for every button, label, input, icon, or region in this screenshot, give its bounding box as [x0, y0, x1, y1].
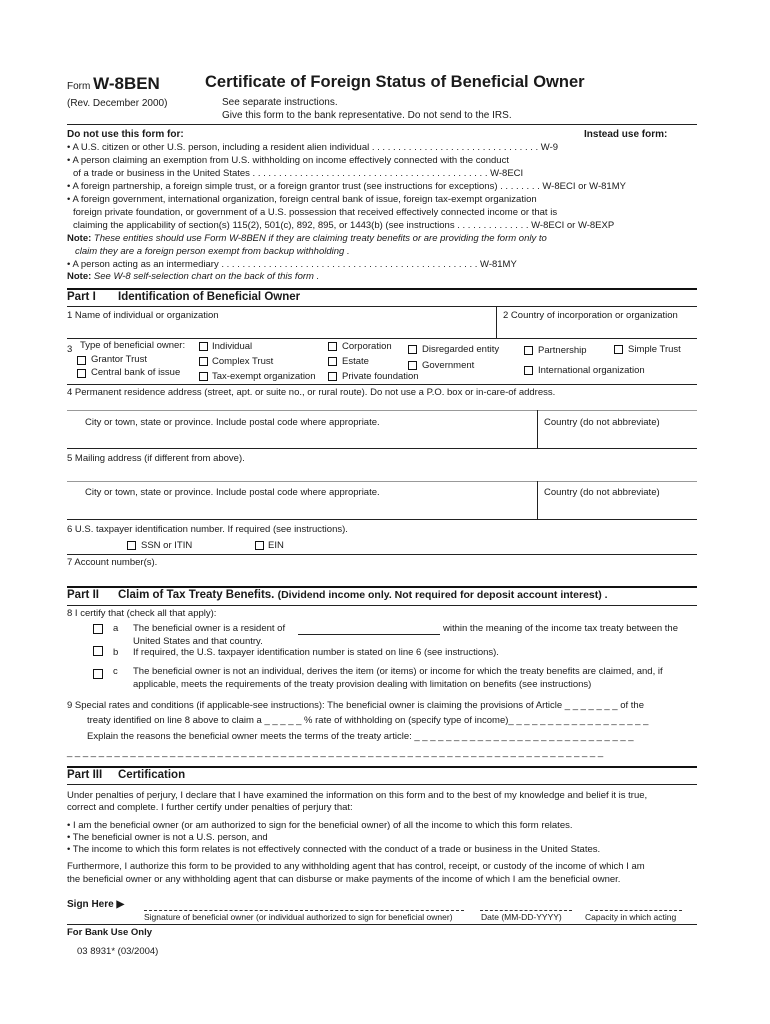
item-8c-letter: c — [113, 666, 118, 677]
exclusion-line-3: of a trade or business in the United States . . . . . . . . . . . . . . . . . . . . . . . . . . . . . . . . . . . . . . . . . . . . . W-8ECI — [73, 168, 524, 179]
part3-title-rule — [67, 784, 697, 785]
do-not-use-heading: Do not use this form for: — [67, 129, 184, 140]
country-of-residence-input[interactable] — [298, 634, 440, 635]
field-4-label: 4 Permanent residence address (street, apt. or suite no., or rural route). Do not use a P.O. box or in-care-of address. — [67, 387, 556, 398]
instructions-line-2: Give this form to the bank representative. Do not send to the IRS. — [222, 110, 512, 121]
checkbox-complex-trust[interactable] — [199, 357, 208, 366]
certification-para-2b: the beneficial owner or any withholding agent that can disburse or make payments of the income of which I am the beneficial owner. — [67, 874, 621, 885]
note-1-continued: claim they are a foreign person exempt from backup withholding . — [75, 246, 350, 257]
sign-here-arrow-icon: ▶ — [116, 899, 125, 910]
header-rule — [67, 124, 697, 125]
checkbox-estate[interactable] — [328, 357, 337, 366]
field-6-label: 6 U.S. taxpayer identification number. If required (see instructions). — [67, 524, 348, 535]
part2-label: Part II — [67, 589, 99, 601]
checkbox-8c[interactable] — [93, 669, 103, 679]
sign-here-label — [67, 899, 124, 910]
checkbox-8a[interactable] — [93, 624, 103, 634]
part2-title: Claim of Tax Treaty Benefits. — [118, 589, 275, 601]
label-tax-exempt: Tax-exempt organization — [212, 371, 316, 382]
label-private-foundation: Private foundation — [342, 371, 419, 382]
exclusion-line-2: • A person claiming an exemption from U.S. withholding on income effectively connected with the conduct — [67, 155, 509, 166]
part2-heading — [118, 589, 608, 601]
field-7-label: 7 Account number(s). — [67, 557, 158, 568]
note-2-text: See W-8 self-selection chart on the back of this form . — [93, 271, 320, 282]
field-3-label: Type of beneficial owner: — [80, 340, 186, 351]
label-partnership: Partnership — [538, 345, 587, 356]
part1-title-rule — [67, 306, 697, 307]
part1-top-rule — [67, 288, 697, 290]
item-8c-text: The beneficial owner is not an individual, derives the item (or items) or income for which the treaty benefits are claimed, and, if — [133, 666, 663, 677]
label-international-organization: International organization — [538, 365, 645, 376]
field-5-label: 5 Mailing address (if different from above). — [67, 453, 245, 464]
note-2 — [67, 271, 319, 282]
label-disregarded-entity: Disregarded entity — [422, 344, 500, 355]
checkbox-central-bank[interactable] — [77, 369, 86, 378]
checkbox-ssn-itin[interactable] — [127, 541, 136, 550]
exclusion-line-8: • A person acting as an intermediary . . . . . . . . . . . . . . . . . . . . . . . . . . . . . . . . . . . . . . . . . . . . . . . . . W-81MY — [67, 259, 517, 270]
field-4-bottom-rule — [67, 448, 697, 449]
bank-use-label: For Bank Use Only — [67, 927, 152, 938]
part3-label: Part III — [67, 769, 103, 781]
label-grantor-trust: Grantor Trust — [91, 354, 147, 365]
label-government: Government — [422, 360, 475, 371]
label-complex-trust: Complex Trust — [212, 356, 274, 367]
instead-use-heading: Instead use form: — [584, 129, 668, 140]
field-4-city-label: City or town, state or province. Include postal code where appropriate. — [85, 417, 380, 428]
checkbox-private-foundation[interactable] — [328, 372, 337, 381]
sign-here-text: Sign Here — [67, 899, 114, 910]
label-ein: EIN — [268, 540, 284, 551]
field-4-input-line[interactable] — [67, 410, 697, 411]
field-5-input-line[interactable] — [67, 481, 697, 482]
item-8b-letter: b — [113, 647, 119, 658]
note-1-text: These entities should use Form W-8BEN if they are claiming treaty benefits or are providing the form only to — [93, 233, 547, 244]
field-5-bottom-rule — [67, 519, 697, 520]
signature-input[interactable] — [144, 910, 464, 911]
note-2-label: Note: — [67, 271, 92, 282]
form-title: Certificate of Foreign Status of Beneficial Owner — [205, 73, 585, 91]
form-word: Form — [67, 81, 91, 92]
capacity-caption: Capacity in which acting — [585, 912, 677, 922]
certification-bullet-3: • The income to which this form relates is not effectively connected with the conduct of a trade or business in the United States. — [67, 844, 601, 855]
item-8c-text-2: applicable, meets the requirements of the treaty provision dealing with limitation on benefits (see instructions) — [133, 679, 592, 690]
field-4-country-label: Country (do not abbreviate) — [544, 417, 660, 428]
checkbox-tax-exempt[interactable] — [199, 372, 208, 381]
label-simple-trust: Simple Trust — [628, 344, 681, 355]
field-3-bottom-rule — [67, 384, 697, 385]
form-code: 03 8931* (03/2004) — [77, 946, 159, 957]
field-4-city-country-divider — [537, 410, 538, 448]
item-8a-letter: a — [113, 623, 119, 634]
label-central-bank: Central bank of issue — [91, 367, 181, 378]
item-8a-text: The beneficial owner is a resident of — [133, 623, 286, 634]
checkbox-international-organization[interactable] — [524, 366, 533, 375]
checkbox-grantor-trust[interactable] — [77, 356, 86, 365]
field-9-explanation-line[interactable]: _ _ _ _ _ _ _ _ _ _ _ _ _ _ _ _ _ _ _ _ _ _ _ _ _ _ _ _ _ _ _ _ _ _ _ _ _ _ _ _ _ _ _ _ _ _ _ _ _ _ _ _ _ _ _ _ _ _ _ _ _ _ _ _ _ _ _ _ — [67, 747, 604, 758]
revision: (Rev. December 2000) — [67, 98, 168, 109]
instructions-line-1: See separate instructions. — [222, 97, 338, 108]
exclusion-line-4: • A foreign partnership, a foreign simple trust, or a foreign grantor trust (see instructions for exceptions) . . . . . . . . W-8ECI or W-81MY — [67, 181, 626, 192]
item-8a-text-2: within the meaning of the income tax treaty between the — [443, 623, 678, 634]
certification-bullet-2: • The beneficial owner is not a U.S. person, and — [67, 832, 268, 843]
part2-title-rule — [67, 605, 697, 606]
exclusion-line-1: • A U.S. citizen or other U.S. person, including a resident alien individual . . . . . . . . . . . . . . . . . . . . . . . . . . . . . . . . W-9 — [67, 142, 559, 153]
checkbox-individual[interactable] — [199, 342, 208, 351]
checkbox-8b[interactable] — [93, 646, 103, 656]
certification-para-1b: correct and complete. I further certify under penalties of perjury that: — [67, 802, 353, 813]
item-8b-text: If required, the U.S. taxpayer identification number is stated on line 6 (see instructions). — [133, 647, 499, 658]
label-estate: Estate — [342, 356, 369, 367]
certification-para-1: Under penalties of perjury, I declare that I have examined the information on this form and to the best of my knowledge and belief it is true, — [67, 790, 648, 801]
part2-top-rule — [67, 586, 697, 588]
date-caption: Date (MM-DD-YYYY) — [481, 912, 562, 922]
field-9-line-3: Explain the reasons the beneficial owner meets the terms of the treaty article: _ _ _ _ _ _ _ _ _ _ _ _ _ _ _ _ _ _ _ _ _ _ _ _ _ _ _ _ — [87, 731, 634, 742]
field-6-bottom-rule — [67, 554, 697, 555]
note-1-label: Note: — [67, 233, 92, 244]
checkbox-partnership[interactable] — [524, 346, 533, 355]
field-2-label: 2 Country of incorporation or organization — [503, 310, 678, 321]
exclusion-line-6: foreign private foundation, or government of a U.S. possession that received effectively connected income or that is — [73, 207, 558, 218]
field-1-label: 1 Name of individual or organization — [67, 310, 219, 321]
note-1 — [67, 233, 547, 244]
field-9-line-2: treaty identified on line 8 above to claim a _ _ _ _ _ % rate of withholding on (specify type of income)_ _ _ _ _ _ _ _ _ _ _ _ _ _ _ _ _ _ — [87, 715, 649, 726]
part3-title: Certification — [118, 769, 186, 781]
item-8a-text-3: United States and that country. — [133, 636, 263, 647]
exclusion-line-5: • A foreign government, international organization, foreign central bank of issue, foreign tax-exempt organization — [67, 194, 537, 205]
field-9-line-1: 9 Special rates and conditions (if applicable-see instructions): The beneficial owner is claiming the provisions of Article _ _ _ _ _ _ _ of the — [67, 700, 644, 711]
field-1-2-divider — [496, 306, 497, 338]
checkbox-government[interactable] — [408, 361, 417, 370]
signature-caption: Signature of beneficial owner (or individual authorized to sign for beneficial owner) — [144, 912, 453, 922]
capacity-input[interactable] — [590, 910, 682, 911]
date-input[interactable] — [480, 910, 572, 911]
part1-title: Identification of Beneficial Owner — [118, 291, 301, 303]
checkbox-simple-trust[interactable] — [614, 345, 623, 354]
checkbox-disregarded-entity[interactable] — [408, 345, 417, 354]
label-individual: Individual — [212, 341, 253, 352]
certification-bullet-1: • I am the beneficial owner (or am authorized to sign for the beneficial owner) of all the income to which this form relates. — [67, 820, 573, 831]
label-ssn-itin: SSN or ITIN — [141, 540, 193, 551]
field-5-country-label: Country (do not abbreviate) — [544, 487, 660, 498]
exclusion-line-7: claiming the applicability of section(s) 115(2), 501(c), 892, 895, or 1443(b) (see instructions . . . . . . . . . . . . . . W-8ECI or W-8EXP — [73, 220, 615, 231]
part3-top-rule — [67, 766, 697, 768]
form-label — [67, 74, 160, 94]
field-8-label: 8 I certify that (check all that apply): — [67, 608, 217, 619]
part1-label: Part I — [67, 291, 96, 303]
field-5-city-label: City or town, state or province. Include postal code where appropriate. — [85, 487, 380, 498]
field-1-bottom-rule — [67, 338, 697, 339]
part2-subtitle: (Dividend income only. Not required for deposit account interest) . — [277, 589, 608, 601]
field-5-city-country-divider — [537, 481, 538, 519]
signature-bottom-rule — [67, 924, 697, 925]
certification-para-2: Furthermore, I authorize this form to be provided to any withholding agent that has control, receipt, or custody of the income of which I am — [67, 861, 645, 872]
field-3-number: 3 — [67, 344, 73, 355]
form-number: W-8BEN — [93, 74, 160, 93]
checkbox-ein[interactable] — [255, 541, 264, 550]
checkbox-corporation[interactable] — [328, 342, 337, 351]
label-corporation: Corporation — [342, 341, 392, 352]
